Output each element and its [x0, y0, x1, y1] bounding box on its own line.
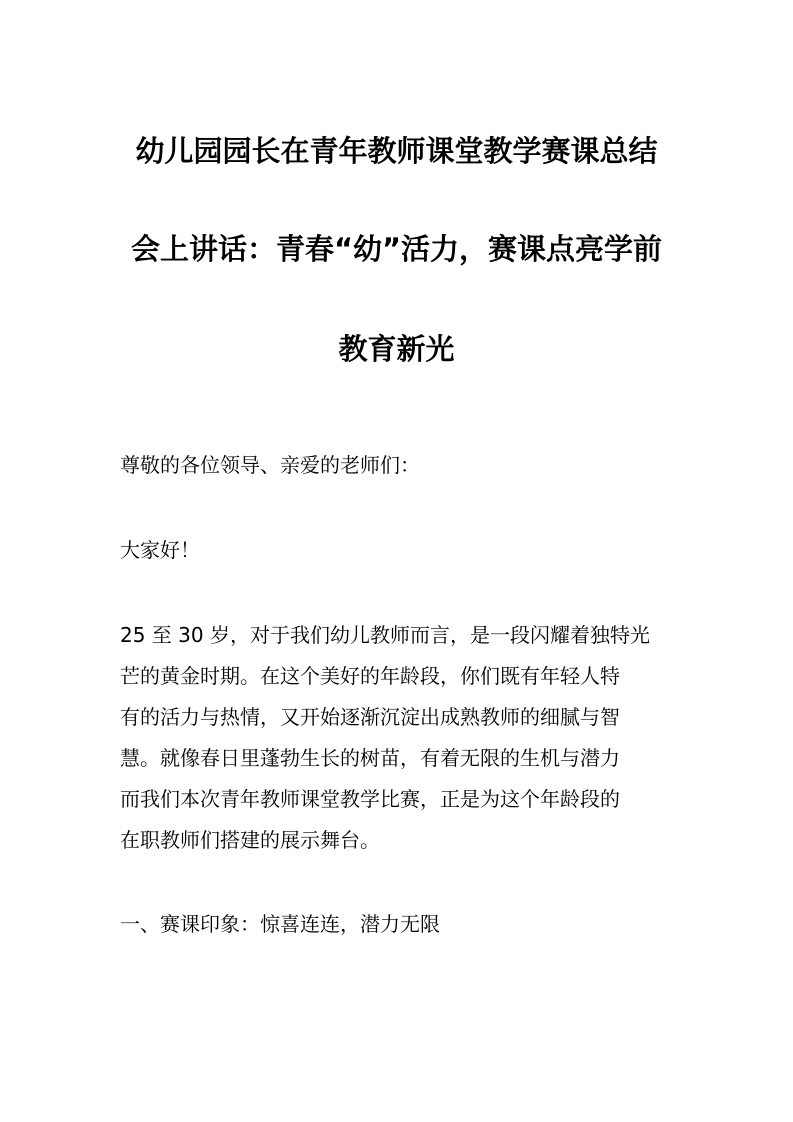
intro-paragraph-line: 25 至 30 岁，对于我们幼儿教师而言，是一段闪耀着独特光	[120, 623, 650, 647]
intro-paragraph-line: 有的活力与热情，又开始逐渐沉淀出成熟教师的细腻与智	[120, 705, 620, 729]
document-title-line-1: 幼儿园园长在青年教师课堂教学赛课总结	[135, 134, 658, 168]
intro-paragraph-line: 芒的黄金时期。在这个美好的年龄段，你们既有年轻人特	[120, 664, 620, 688]
greeting: 大家好！	[120, 538, 200, 562]
intro-paragraph-line: 在职教师们搭建的展示舞台。	[120, 828, 380, 852]
intro-paragraph-line: 慧。就像春日里蓬勃生长的树苗，有着无限的生机与潜力	[120, 746, 620, 770]
section-heading: 一、赛课印象：惊喜连连，潜力无限	[120, 912, 440, 936]
document-title-line-2: 会上讲话：青春“幼”活力，赛课点亮学前	[130, 232, 663, 266]
intro-paragraph-line: 而我们本次青年教师课堂教学比赛，正是为这个年龄段的	[120, 787, 620, 811]
salutation: 尊敬的各位领导、亲爱的老师们：	[120, 453, 420, 477]
document-title-line-3: 教育新光	[338, 332, 455, 366]
